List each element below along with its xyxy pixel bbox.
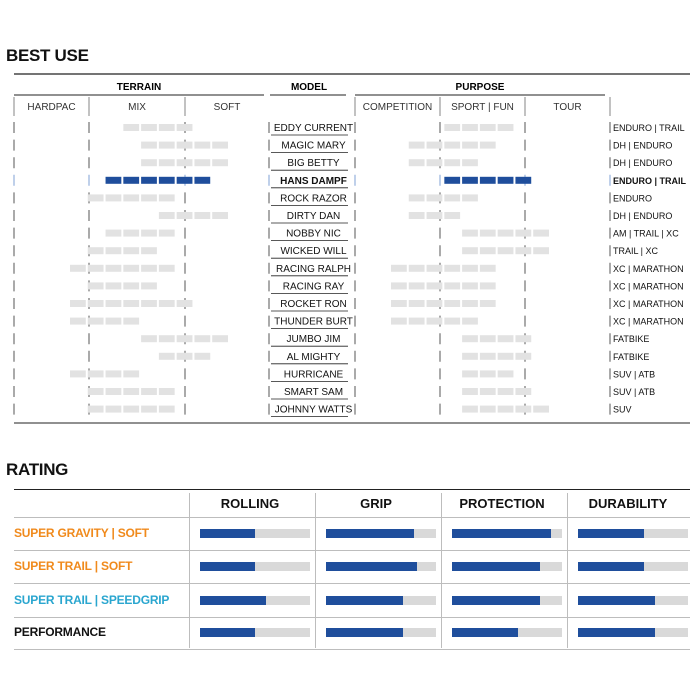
purpose-scale-segment [409, 159, 425, 166]
purpose-scale-segment [480, 300, 496, 307]
terrain-scale-segment [123, 388, 139, 395]
terrain-scale-segment [88, 194, 104, 201]
terrain-scale-segment [88, 318, 104, 325]
best-use-label: AM | TRAIL | XC [613, 228, 679, 239]
purpose-scale-segment [515, 406, 531, 413]
rating-bar-fill [578, 596, 655, 605]
purpose-scale-segment [480, 335, 496, 342]
table-row [14, 404, 632, 417]
rating-row-label: SUPER GRAVITY | SOFT [14, 526, 149, 540]
rating-column-grip: GRIP [360, 496, 392, 511]
terrain-scale-segment [141, 159, 157, 166]
purpose-scale-segment [480, 353, 496, 360]
terrain-scale-segment [106, 230, 122, 237]
terrain-scale-segment [70, 318, 86, 325]
purpose-scale-segment [391, 318, 407, 325]
purpose-scale-segment [480, 247, 496, 254]
purpose-scale-segment [480, 388, 496, 395]
purpose-scale-segment [444, 265, 460, 272]
purpose-scale-segment [462, 300, 478, 307]
terrain-scale-segment [177, 159, 193, 166]
table-row [14, 351, 649, 364]
model-name: EDDY CURRENT [273, 123, 354, 134]
terrain-scale-segment [141, 300, 157, 307]
terrain-scale-segment [106, 406, 122, 413]
rating-column-protection: PROTECTION [459, 496, 545, 511]
terrain-scale-segment [123, 177, 139, 184]
terrain-scale-segment [177, 212, 193, 219]
terrain-scale-segment [159, 388, 175, 395]
purpose-scale-segment [444, 177, 460, 184]
best-use-label: ENDURO | TRAIL [613, 175, 687, 186]
model-name: DIRTY DAN [286, 211, 341, 222]
terrain-scale-segment [194, 177, 210, 184]
terrain-scale-segment [123, 318, 139, 325]
terrain-scale-segment [70, 265, 86, 272]
best-use-label: FATBIKE [613, 334, 650, 345]
table-row [14, 245, 659, 258]
best-use-label: TRAIL | XC [613, 246, 659, 257]
purpose-scale-segment [427, 300, 443, 307]
terrain-scale-segment [177, 300, 193, 307]
terrain-scale-segment [159, 159, 175, 166]
purpose-scale-segment [462, 177, 478, 184]
rating-bar [326, 562, 436, 571]
model-name: RACING RAY [282, 281, 345, 293]
terrain-scale-segment [106, 194, 122, 201]
rating-bar [326, 628, 436, 637]
rating-bar [200, 529, 310, 538]
best-use-label: DH | ENDURO [613, 211, 673, 221]
purpose-scale-segment [462, 318, 478, 325]
terrain-scale-segment [141, 282, 157, 289]
purpose-scale-segment [427, 282, 443, 289]
terrain-scale-segment [159, 142, 175, 149]
rating-bar-fill [326, 628, 403, 637]
purpose-scale-segment [462, 230, 478, 237]
terrain-scale-segment [141, 194, 157, 201]
terrain-scale-segment [106, 265, 122, 272]
purpose-scale-segment [462, 406, 478, 413]
rating-row-label: SUPER TRAIL | SOFT [14, 559, 133, 573]
terrain-scale-segment [212, 212, 228, 219]
rating-bar [452, 628, 562, 637]
terrain-scale-segment [123, 370, 139, 377]
terrain-subheader-0: HARDPAC [27, 102, 76, 113]
purpose-scale-segment [533, 406, 549, 413]
purpose-scale-segment [515, 353, 531, 360]
rating-bar [200, 596, 310, 605]
model-name: AL MIGHTY [286, 351, 341, 363]
table-row [14, 175, 687, 188]
terrain-scale-segment [141, 265, 157, 272]
terrain-scale-segment [159, 177, 175, 184]
terrain-scale-segment [88, 370, 104, 377]
terrain-header: TERRAIN [116, 82, 162, 93]
rating-bar-fill [578, 562, 644, 571]
model-name: JOHNNY WATTS [274, 404, 353, 416]
best-use-label: DH | ENDURO [613, 140, 673, 151]
best-use-label: SUV | ATB [613, 387, 656, 397]
purpose-scale-segment [480, 265, 496, 272]
purpose-scale-segment [533, 247, 549, 254]
terrain-scale-segment [106, 318, 122, 325]
terrain-scale-segment [106, 282, 122, 289]
rating-bar [452, 562, 562, 571]
table-row [14, 298, 684, 311]
best-use-label: XC | MARATHON [613, 299, 684, 309]
purpose-scale-segment [480, 177, 496, 184]
purpose-scale-segment [498, 124, 514, 131]
rating-bar-fill [452, 529, 551, 538]
terrain-scale-segment [88, 282, 104, 289]
purpose-subheader-2: TOUR [553, 102, 582, 113]
rating-bar-fill [452, 562, 540, 571]
purpose-scale-segment [498, 247, 514, 254]
rating-column-rolling: ROLLING [220, 496, 280, 511]
rating-column-divider [567, 493, 568, 648]
terrain-scale-segment [159, 406, 175, 413]
purpose-scale-segment [515, 335, 531, 342]
table-row [14, 140, 672, 153]
terrain-scale-segment [212, 142, 228, 149]
purpose-scale-segment [462, 388, 478, 395]
rating-row-divider [14, 617, 690, 618]
model-name: JUMBO JIM [286, 334, 341, 346]
purpose-scale-segment [391, 300, 407, 307]
rating-bar-fill [326, 529, 414, 538]
purpose-scale-segment [480, 282, 496, 289]
rating-bar-fill [200, 628, 255, 637]
terrain-scale-segment [88, 247, 104, 254]
purpose-scale-segment [498, 335, 514, 342]
purpose-scale-segment [444, 194, 460, 201]
purpose-scale-segment [444, 142, 460, 149]
purpose-scale-segment [427, 159, 443, 166]
terrain-scale-segment [141, 124, 157, 131]
table-row [14, 333, 649, 346]
purpose-scale-segment [444, 159, 460, 166]
best-use-label: XC | MARATHON [613, 281, 684, 292]
purpose-scale-segment [409, 300, 425, 307]
purpose-scale-segment [444, 124, 460, 131]
purpose-scale-segment [427, 318, 443, 325]
terrain-scale-segment [194, 353, 210, 360]
table-row [14, 263, 684, 276]
purpose-scale-segment [498, 353, 514, 360]
rating-column-divider [315, 493, 316, 648]
model-name: MAGIC MARY [281, 140, 346, 152]
purpose-scale-segment [427, 265, 443, 272]
terrain-scale-segment [123, 247, 139, 254]
terrain-scale-segment [177, 142, 193, 149]
purpose-scale-segment [444, 212, 460, 219]
terrain-scale-segment [123, 124, 139, 131]
rating-bar [578, 562, 688, 571]
model-name: SMART SAM [283, 387, 344, 398]
rating-bar-fill [200, 562, 255, 571]
terrain-scale-segment [141, 388, 157, 395]
purpose-scale-segment [498, 370, 514, 377]
purpose-scale-segment [515, 388, 531, 395]
terrain-scale-segment [177, 124, 193, 131]
best-use-label: FATBIKE [613, 351, 650, 362]
purpose-scale-segment [462, 265, 478, 272]
purpose-scale-segment [480, 370, 496, 377]
purpose-scale-segment [391, 282, 407, 289]
terrain-scale-segment [159, 212, 175, 219]
rating-row-divider [14, 550, 690, 551]
purpose-subheader-0: COMPETITION [362, 102, 433, 113]
rating-bar-fill [452, 628, 518, 637]
purpose-scale-segment [462, 194, 478, 201]
terrain-scale-segment [159, 300, 175, 307]
best-use-label: XC | MARATHON [613, 263, 684, 274]
purpose-scale-segment [515, 247, 531, 254]
rating-bar-fill [200, 596, 266, 605]
model-name: HURRICANE [283, 369, 344, 381]
model-name: ROCK RAZOR [280, 193, 347, 205]
rating-bar [578, 628, 688, 637]
terrain-scale-segment [141, 406, 157, 413]
terrain-scale-segment [123, 406, 139, 413]
terrain-scale-segment [88, 265, 104, 272]
rating-row-divider [14, 649, 690, 650]
terrain-scale-segment [123, 230, 139, 237]
rating-bar [578, 596, 688, 605]
purpose-scale-segment [409, 212, 425, 219]
rating-bar-fill [452, 596, 540, 605]
purpose-scale-segment [427, 212, 443, 219]
best-use-label: XC | MARATHON [613, 316, 684, 327]
terrain-scale-segment [159, 335, 175, 342]
table-row [14, 157, 672, 170]
terrain-scale-segment [159, 194, 175, 201]
table-row [14, 316, 684, 329]
model-name: THUNDER BURT [274, 316, 353, 328]
table-row [14, 192, 652, 205]
terrain-scale-segment [141, 335, 157, 342]
rating-bar-fill [578, 628, 655, 637]
terrain-scale-segment [106, 370, 122, 377]
rating-bar-fill [578, 529, 644, 538]
rating-column-durability: DURABILITY [588, 496, 668, 511]
purpose-scale-segment [409, 282, 425, 289]
terrain-scale-segment [123, 265, 139, 272]
terrain-scale-segment [194, 159, 210, 166]
purpose-scale-segment [462, 159, 478, 166]
purpose-scale-segment [498, 230, 514, 237]
terrain-scale-segment [141, 177, 157, 184]
terrain-scale-segment [159, 353, 175, 360]
purpose-scale-segment [444, 318, 460, 325]
terrain-scale-segment [177, 177, 193, 184]
purpose-scale-segment [480, 142, 496, 149]
rating-title: RATING [6, 460, 69, 479]
terrain-subheader-2: SOFT [213, 102, 241, 113]
table-row [14, 228, 679, 241]
table-row [14, 386, 655, 399]
model-name: HANS DAMPF [280, 175, 347, 187]
terrain-scale-segment [159, 124, 175, 131]
rating-bar [326, 596, 436, 605]
terrain-scale-segment [70, 370, 86, 377]
rating-bar [452, 529, 562, 538]
purpose-scale-segment [462, 124, 478, 131]
purpose-scale-segment [462, 353, 478, 360]
purpose-scale-segment [462, 370, 478, 377]
terrain-scale-segment [194, 335, 210, 342]
rating-header-rule [14, 517, 690, 518]
terrain-scale-segment [106, 388, 122, 395]
table-row [14, 368, 655, 381]
purpose-scale-segment [498, 388, 514, 395]
terrain-scale-segment [141, 230, 157, 237]
best-use-label: SUV [613, 404, 632, 415]
best-use-label: ENDURO [613, 193, 653, 204]
terrain-scale-segment [177, 335, 193, 342]
terrain-scale-segment [88, 406, 104, 413]
terrain-scale-segment [141, 142, 157, 149]
purpose-scale-segment [409, 265, 425, 272]
table-row [14, 280, 684, 293]
purpose-scale-segment [444, 282, 460, 289]
rating-bar-fill [326, 562, 417, 571]
purpose-subheader-1: SPORT | FUN [451, 102, 514, 113]
terrain-scale-segment [194, 142, 210, 149]
terrain-scale-segment [212, 335, 228, 342]
purpose-scale-segment [498, 177, 514, 184]
rating-bar [200, 562, 310, 571]
purpose-scale-segment [480, 124, 496, 131]
purpose-scale-segment [391, 265, 407, 272]
terrain-scale-segment [88, 388, 104, 395]
model-name: WICKED WILL [280, 246, 347, 258]
rating-row-label: PERFORMANCE [14, 625, 106, 639]
terrain-scale-segment [88, 300, 104, 307]
best-use-label: ENDURO | TRAIL [613, 123, 685, 133]
rating-bar [578, 529, 688, 538]
terrain-scale-segment [106, 247, 122, 254]
purpose-scale-segment [462, 142, 478, 149]
terrain-scale-segment [194, 212, 210, 219]
rating-bar [326, 529, 436, 538]
rating-row-label: SUPER TRAIL | SPEEDGRIP [14, 593, 170, 607]
rating-top-rule [14, 489, 690, 490]
best-use-title: BEST USE [6, 46, 89, 65]
purpose-scale-segment [533, 230, 549, 237]
terrain-scale-segment [123, 282, 139, 289]
terrain-scale-segment [123, 300, 139, 307]
rating-row-divider [14, 583, 690, 584]
model-name: BIG BETTY [287, 158, 340, 170]
terrain-scale-segment [159, 265, 175, 272]
terrain-scale-segment [159, 230, 175, 237]
terrain-scale-segment [123, 194, 139, 201]
model-name: ROCKET RON [280, 299, 347, 310]
terrain-subheader-1: MIX [128, 102, 146, 113]
purpose-scale-segment [515, 230, 531, 237]
purpose-scale-segment [409, 194, 425, 201]
purpose-scale-segment [462, 282, 478, 289]
model-name: NOBBY NIC [286, 228, 341, 240]
rating-bar-fill [326, 596, 403, 605]
model-header: MODEL [290, 82, 328, 93]
terrain-scale-segment [106, 177, 122, 184]
best-use-label: SUV | ATB [613, 369, 656, 380]
purpose-scale-segment [480, 406, 496, 413]
purpose-scale-segment [409, 142, 425, 149]
terrain-scale-segment [141, 247, 157, 254]
table-row [14, 122, 685, 135]
purpose-scale-segment [515, 177, 531, 184]
rating-column-divider [441, 493, 442, 648]
rating-bar [200, 628, 310, 637]
purpose-scale-segment [409, 318, 425, 325]
terrain-scale-segment [70, 300, 86, 307]
best-use-label: DH | ENDURO [613, 158, 673, 169]
purpose-scale-segment [427, 194, 443, 201]
purpose-scale-segment [480, 230, 496, 237]
terrain-scale-segment [212, 159, 228, 166]
purpose-scale-segment [498, 406, 514, 413]
purpose-scale-segment [444, 300, 460, 307]
purpose-scale-segment [427, 142, 443, 149]
terrain-scale-segment [177, 353, 193, 360]
rating-bar [452, 596, 562, 605]
terrain-scale-segment [106, 300, 122, 307]
model-name: RACING RALPH [275, 263, 352, 275]
purpose-scale-segment [462, 247, 478, 254]
rating-bar-fill [200, 529, 255, 538]
purpose-header: PURPOSE [455, 82, 505, 93]
rating-column-divider [189, 493, 190, 648]
purpose-scale-segment [462, 335, 478, 342]
table-row [14, 210, 672, 223]
